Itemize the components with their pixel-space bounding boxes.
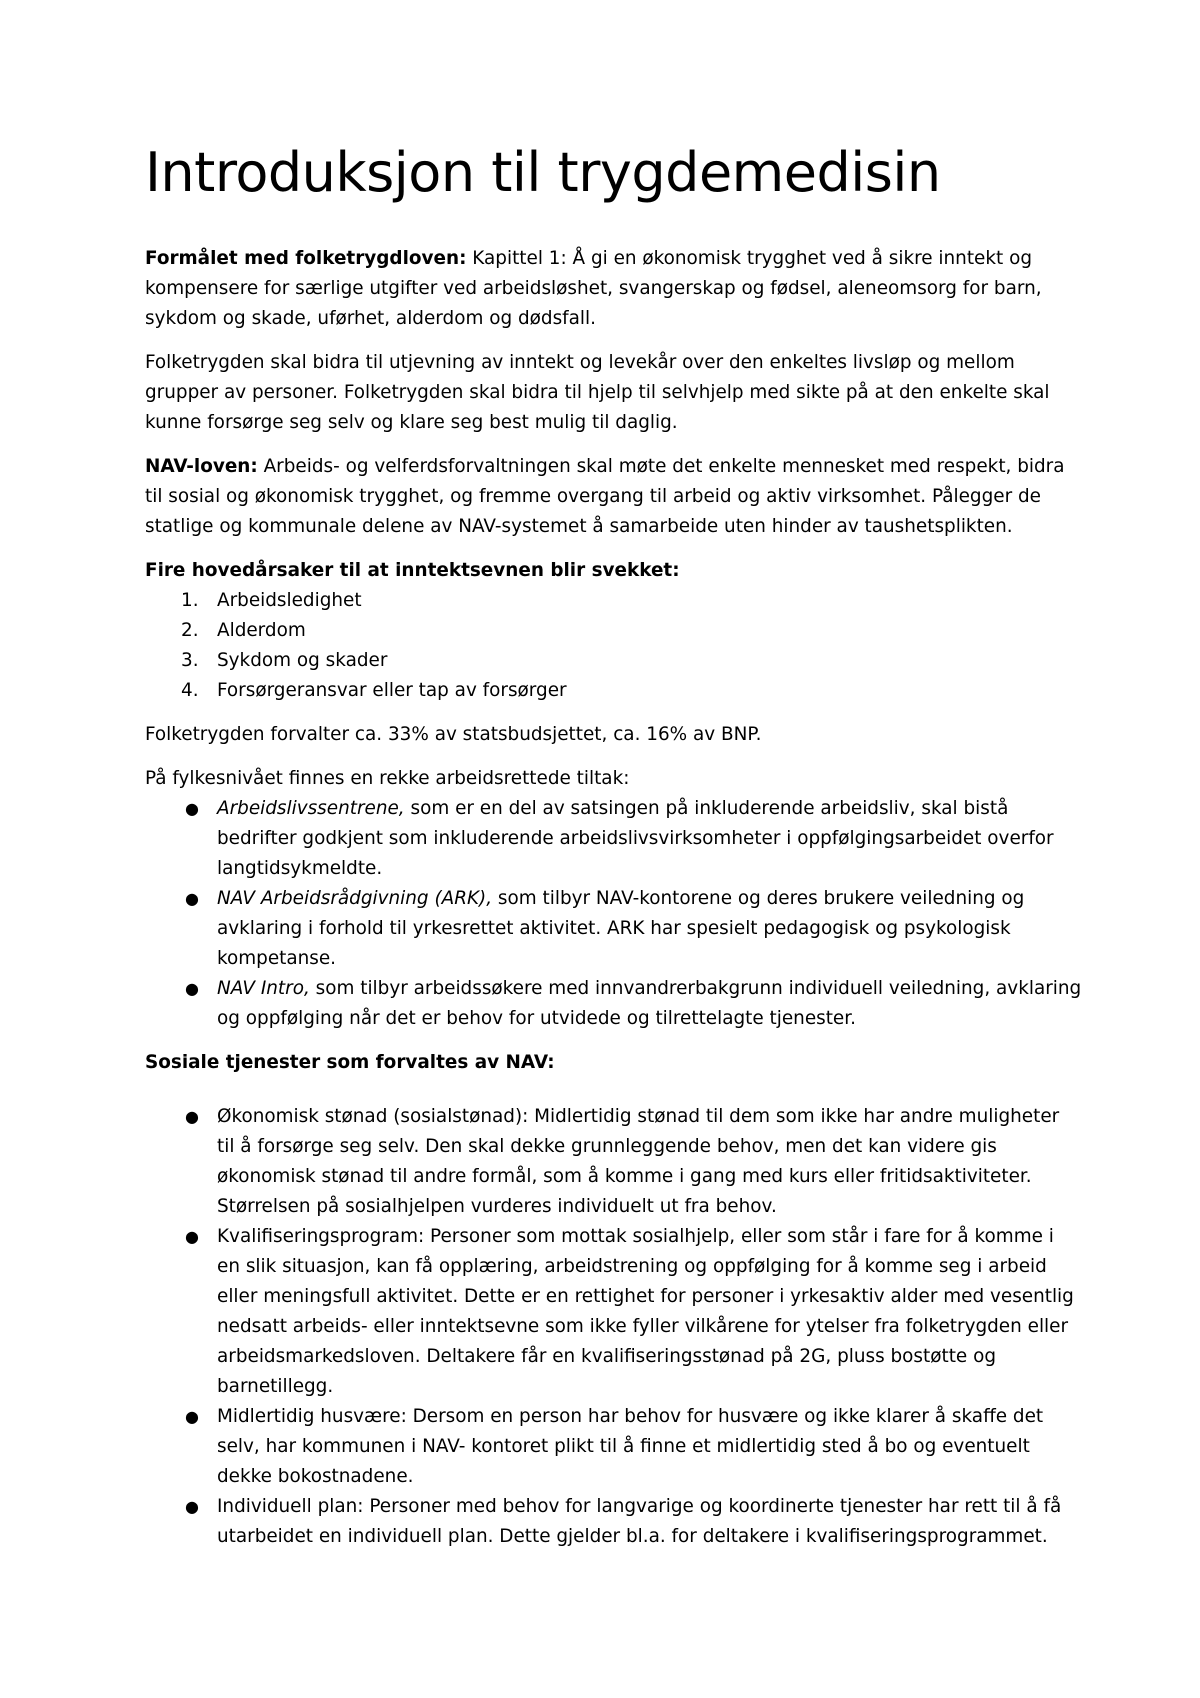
service-text: Kvalifiseringsprogram: Personer som mottak sosialhjelp, eller som står i fare for å komme i en slik situasjon, kan få opplæring, arbeidstrening og oppfølging for å komme seg i arbeid eller meningsfull aktivitet. Dette er en rettighet for personer i yrkesaktiv alder med vesentlig nedsatt arbeids- eller inntektsevne som ikke fyller vilkårene for ytelser fra folketrygden eller arbeidsmarkedsloven. Deltakere får en kvalifiseringsstønad på 2G, pluss bostøtte og barnetillegg. (217, 1226, 1074, 1397)
measure-name: Arbeidslivssentrene, (217, 798, 405, 819)
bullet-icon: ● (185, 1497, 199, 1516)
measures-list (145, 794, 1082, 1034)
causes-heading (145, 556, 1082, 586)
page-title: Introduksjon til trygdemedisin (145, 141, 941, 204)
list-item-text: Alderdom (217, 620, 306, 641)
list-item (145, 676, 1082, 706)
bullet-icon: ● (185, 979, 199, 998)
measures-heading: På fylkesnivået finnes en rekke arbeidsrettede tiltak: (145, 768, 630, 789)
services-list (145, 1102, 1082, 1552)
nav-loven-text: Arbeids- og velferdsforvaltningen skal møte det enkelte mennesket med respekt, bidra til sosial og økonomisk trygghet, og fremme overgang til arbeid og aktiv virksomhet. Pålegger de statlige og kommunale delene av NAV-systemet å samarbeide uten hinder av taushetsplikten. (145, 456, 1065, 537)
list-item (145, 974, 1082, 1034)
list-item (145, 646, 1082, 676)
bullet-icon: ● (185, 1227, 199, 1246)
paragraph-budget: Folketrygden forvalter ca. 33% av statsbudsjettet, ca. 16% av BNP. (145, 724, 762, 745)
service-text: Individuell plan: Personer med behov for langvarige og koordinerte tjenester har rett til å få utarbeidet en individuell plan. Dette gjelder bl.a. for deltakere i kvalifiseringsprogrammet. (217, 1496, 1062, 1547)
services-heading-text: Sosiale tjenester som forvaltes av NAV: (145, 1052, 555, 1073)
list-number: 2. (181, 620, 199, 641)
measure-text: som tilbyr arbeidssøkere med innvandrerbakgrunn individuell veiledning, avklaring og oppfølging når det er behov for utvidede og tilrettelagte tjenester. (217, 978, 1082, 1029)
services-heading (145, 1048, 1082, 1078)
list-item (145, 586, 1082, 616)
bullet-icon: ● (185, 1407, 199, 1426)
list-item (145, 884, 1082, 974)
measure-name: NAV Arbeidsrådgivning (ARK), (217, 888, 493, 909)
paragraph-folketrygden: Folketrygden skal bidra til utjevning av inntekt og levekår over den enkeltes livsløp og mellom grupper av personer. Folketrygden skal bidra til hjelp til selvhjelp med sikte på at den enkelte skal kunne forsørge seg selv og klare seg best mulig til daglig. (145, 352, 1050, 433)
bullet-icon: ● (185, 799, 199, 818)
list-item-text: Forsørgeransvar eller tap av forsørger (217, 680, 567, 701)
list-item-text: Arbeidsledighet (217, 590, 362, 611)
folketrygdloven-label: Formålet med folketrygdloven: (145, 248, 467, 269)
nav-loven-label: NAV-loven: (145, 456, 258, 477)
folketrygdloven-text: Kapittel 1: Å gi en økonomisk trygghet ved å sikre inntekt og kompensere for særlige utgifter ved arbeidsløshet, svangerskap og fødsel, aleneomsorg for barn, sykdom og skade, uførhet, alderdom og dødsfall. (145, 248, 1042, 329)
list-item (145, 616, 1082, 646)
list-item (145, 794, 1082, 884)
measure-text: som tilbyr NAV-kontorene og deres brukere veiledning og avklaring i forhold til yrkesrettet aktivitet. ARK har spesielt pedagogisk og psykologisk kompetanse. (217, 888, 1025, 969)
list-number: 3. (181, 650, 199, 671)
measure-name: NAV Intro, (217, 978, 310, 999)
service-text: Økonomisk stønad (sosialstønad): Midlertidig stønad til dem som ikke har andre muligheter til å forsørge seg selv. Den skal dekke grunnleggende behov, men det kan videre gis økonomisk stønad til andre formål, som å komme i gang med kurs eller fritidsaktiviteter. Størrelsen på sosialhjelpen vurderes individuelt ut fra behov. (217, 1106, 1060, 1217)
measure-text: som er en del av satsingen på inkluderende arbeidsliv, skal bistå bedrifter godkjent som inkluderende arbeidslivsvirksomheter i oppfølgingsarbeidet overfor langtidsykmeldte. (217, 798, 1054, 879)
paragraph-nav-loven (145, 452, 1082, 542)
list-number: 1. (181, 590, 199, 611)
bullet-icon: ● (185, 889, 199, 908)
causes-list (145, 586, 1082, 706)
list-item (145, 1222, 1082, 1402)
list-number: 4. (181, 680, 199, 701)
list-item (145, 1492, 1082, 1552)
paragraph-folketrygdloven (145, 244, 1082, 334)
list-item (145, 1402, 1082, 1492)
causes-heading-text: Fire hovedårsaker til at inntektsevnen blir svekket: (145, 560, 680, 581)
service-text: Midlertidig husvære: Dersom en person har behov for husvære og ikke klarer å skaffe det selv, har kommunen i NAV- kontoret plikt til å finne et midlertidig sted å bo og eventuelt dekke bokostnadene. (217, 1406, 1044, 1487)
list-item-text: Sykdom og skader (217, 650, 388, 671)
list-item (145, 1102, 1082, 1222)
bullet-icon: ● (185, 1107, 199, 1126)
